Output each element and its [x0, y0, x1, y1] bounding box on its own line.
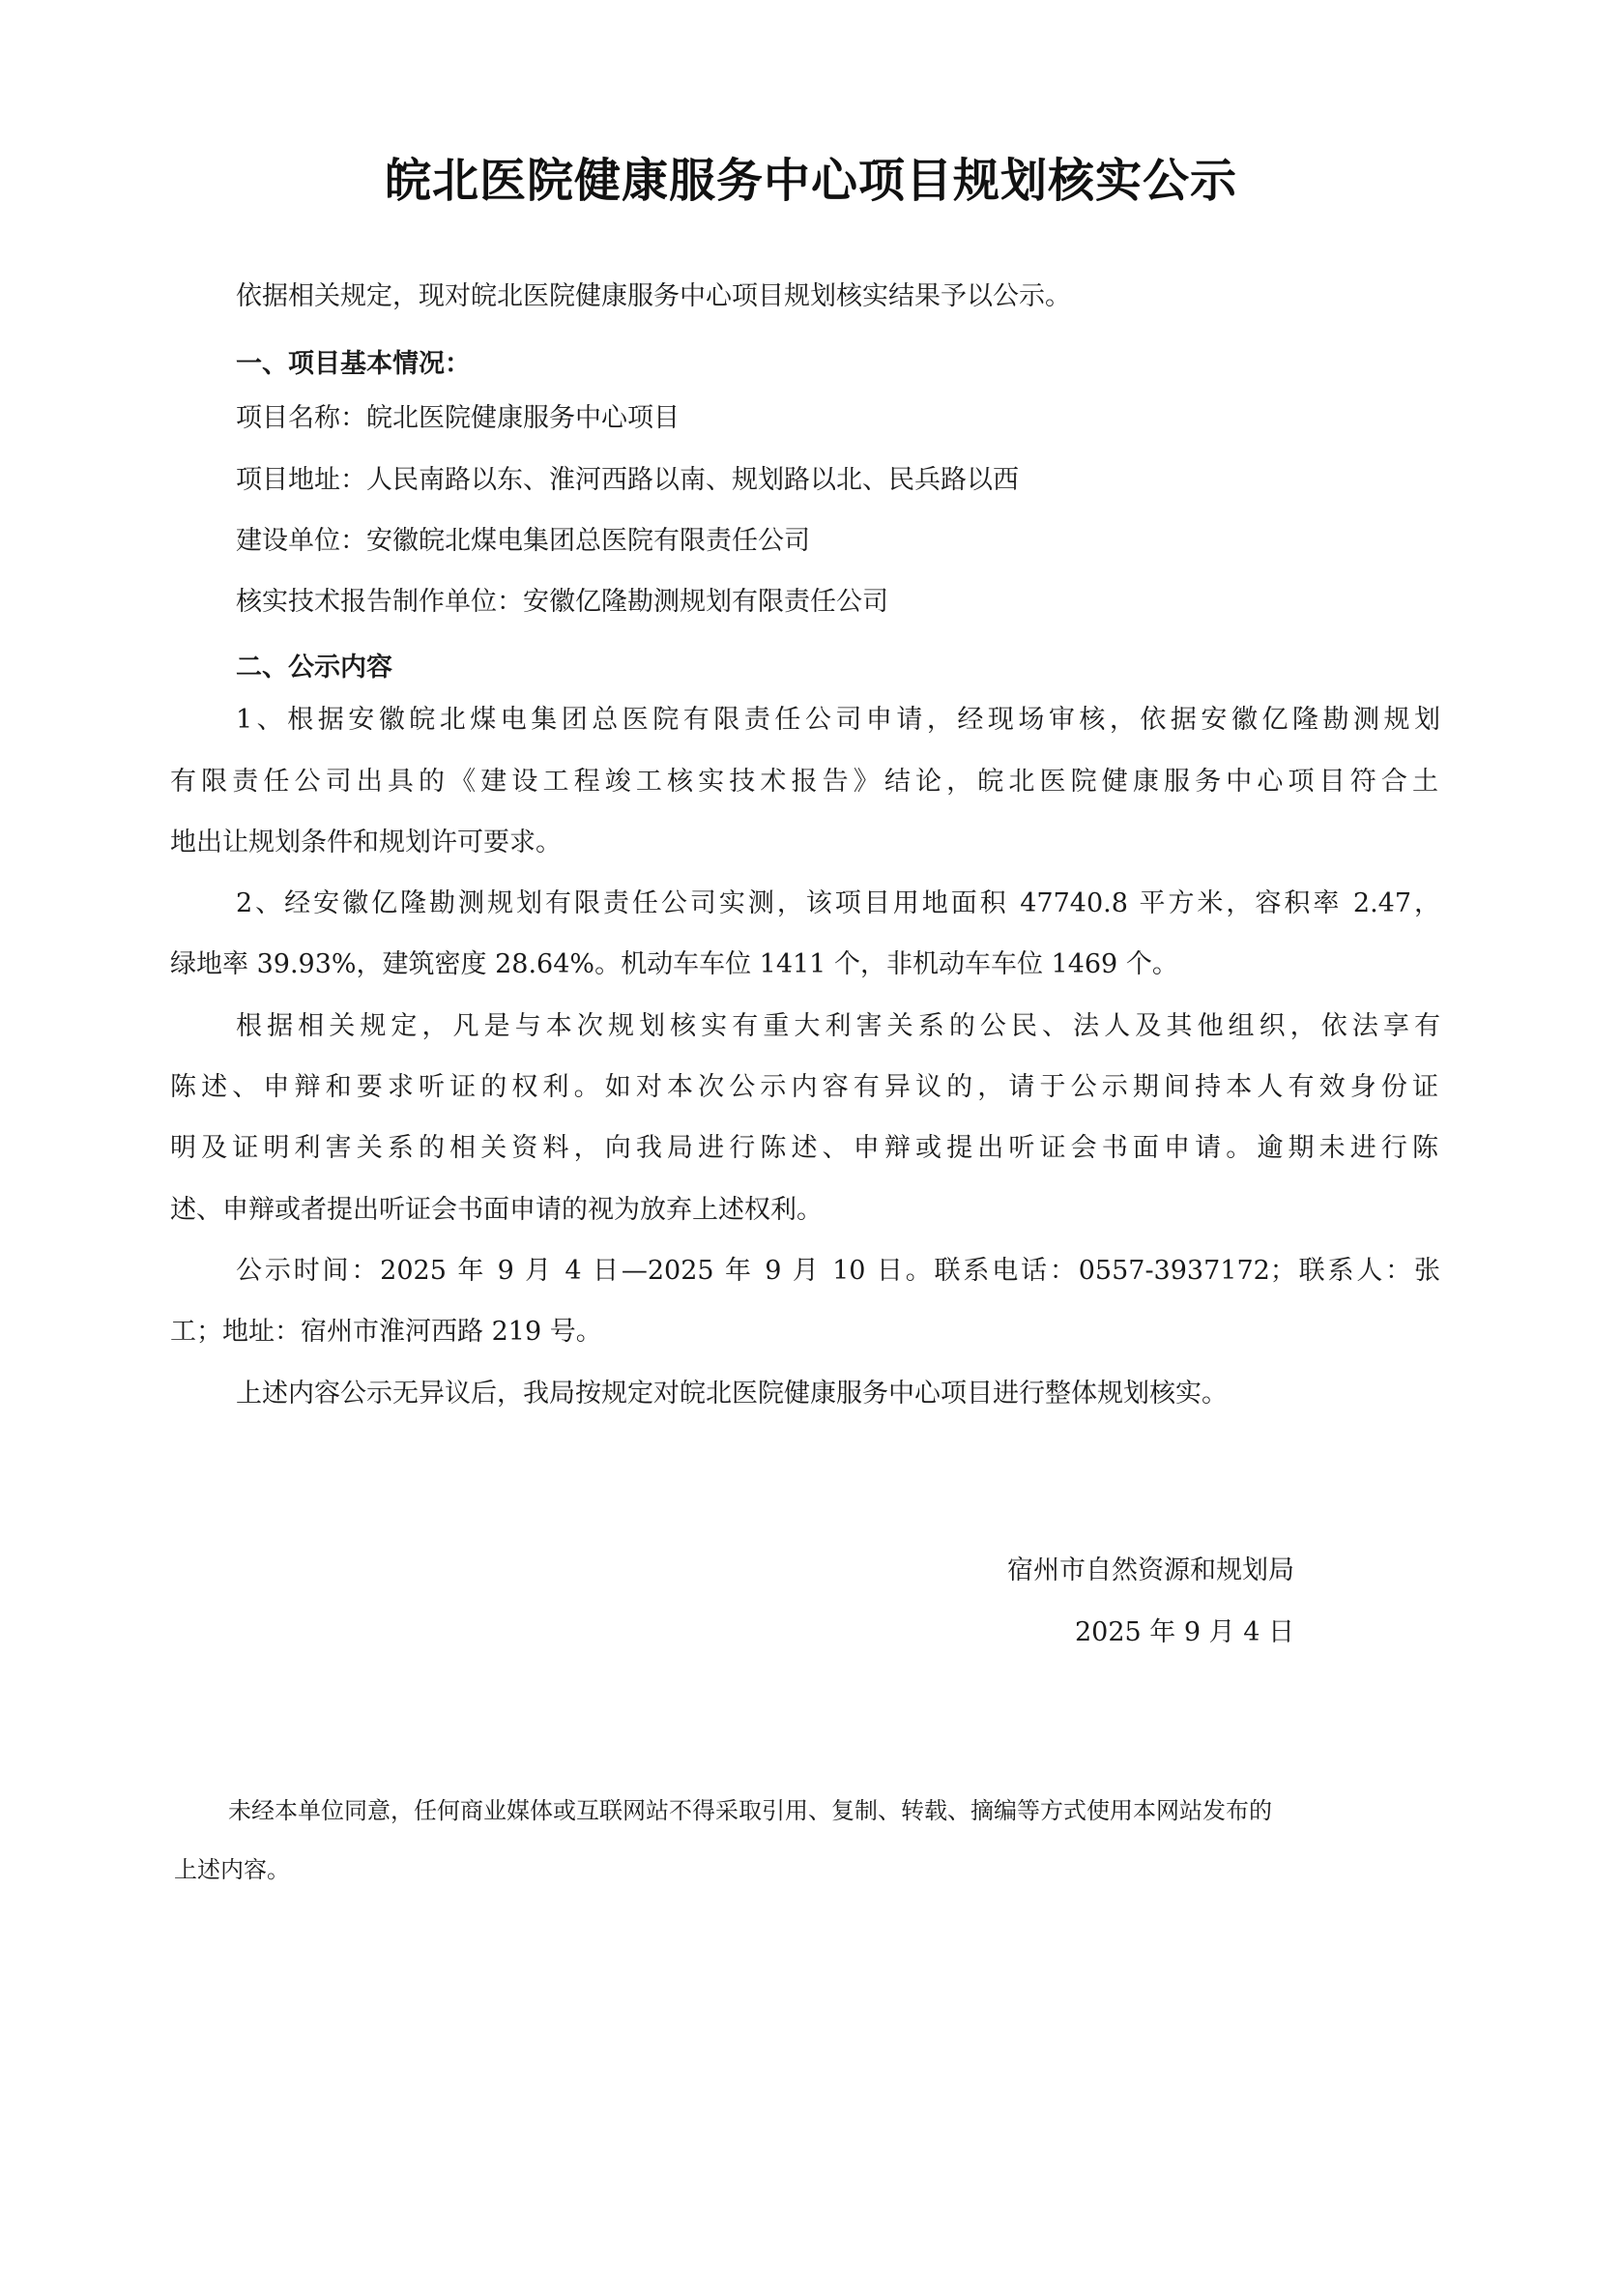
- paragraph-1-line-1: 1、根据安徽皖北煤电集团总医院有限责任公司申请，经现场审核，依据安徽亿隆勘测规划: [236, 705, 1440, 735]
- paragraph-3-line-2: 陈述、申辩和要求听证的权利。如对本次公示内容有异议的，请于公示期间持本人有效身份证: [170, 1072, 1438, 1102]
- construction-unit: 建设单位：安徽皖北煤电集团总医院有限责任公司: [236, 526, 810, 556]
- paragraph-4-line-2: 工；地址：宿州市淮河西路 219 号。: [170, 1317, 602, 1347]
- paragraph-5: 上述内容公示无异议后，我局按规定对皖北医院健康服务中心项目进行整体规划核实。: [236, 1379, 1228, 1409]
- section-heading-basic-info: 一、项目基本情况：: [236, 349, 471, 379]
- project-name: 项目名称：皖北医院健康服务中心项目: [236, 403, 680, 433]
- paragraph-4-line-1: 公示时间：2025 年 9 月 4 日—2025 年 9 月 10 日。联系电话：0557-3937172；联系人：张: [236, 1256, 1440, 1286]
- paragraph-1-line-2: 有限责任公司出具的《建设工程竣工核实技术报告》结论，皖北医院健康服务中心项目符合土: [170, 767, 1438, 797]
- section-heading-notice-content: 二、公示内容: [236, 653, 392, 683]
- document-title: 皖北医院健康服务中心项目规划核实公示: [384, 154, 1237, 208]
- paragraph-1-line-3: 地出让规划条件和规划许可要求。: [170, 828, 562, 857]
- paragraph-3-line-4: 述、申辩或者提出听证会书面申请的视为放弃上述权利。: [170, 1195, 823, 1225]
- project-address: 项目地址：人民南路以东、淮河西路以南、规划路以北、民兵路以西: [236, 465, 1019, 495]
- footer-notice-line-2: 上述内容。: [174, 1856, 290, 1883]
- report-unit: 核实技术报告制作单位：安徽亿隆勘测规划有限责任公司: [236, 587, 888, 617]
- paragraph-3-line-1: 根据相关规定，凡是与本次规划核实有重大利害关系的公民、法人及其他组织，依法享有: [236, 1011, 1440, 1041]
- signature-date: 2025 年 9 月 4 日: [1075, 1617, 1294, 1647]
- intro-paragraph: 依据相关规定，现对皖北医院健康服务中心项目规划核实结果予以公示。: [236, 281, 1071, 311]
- footer-notice-line-1: 未经本单位同意，任何商业媒体或互联网站不得采取引用、复制、转载、摘编等方式使用本网站发布的: [228, 1797, 1272, 1824]
- paragraph-3-line-3: 明及证明利害关系的相关资料，向我局进行陈述、申辩或提出听证会书面申请。逾期未进行陈: [170, 1133, 1438, 1163]
- paragraph-2-line-2: 绿地率 39.93%，建筑密度 28.64%。机动车车位 1411 个，非机动车车位 1469 个。: [170, 949, 1178, 979]
- signature-organization: 宿州市自然资源和规划局: [1007, 1555, 1294, 1585]
- paragraph-2-line-1: 2、经安徽亿隆勘测规划有限责任公司实测，该项目用地面积 47740.8 平方米，容积率 2.47，: [236, 888, 1440, 918]
